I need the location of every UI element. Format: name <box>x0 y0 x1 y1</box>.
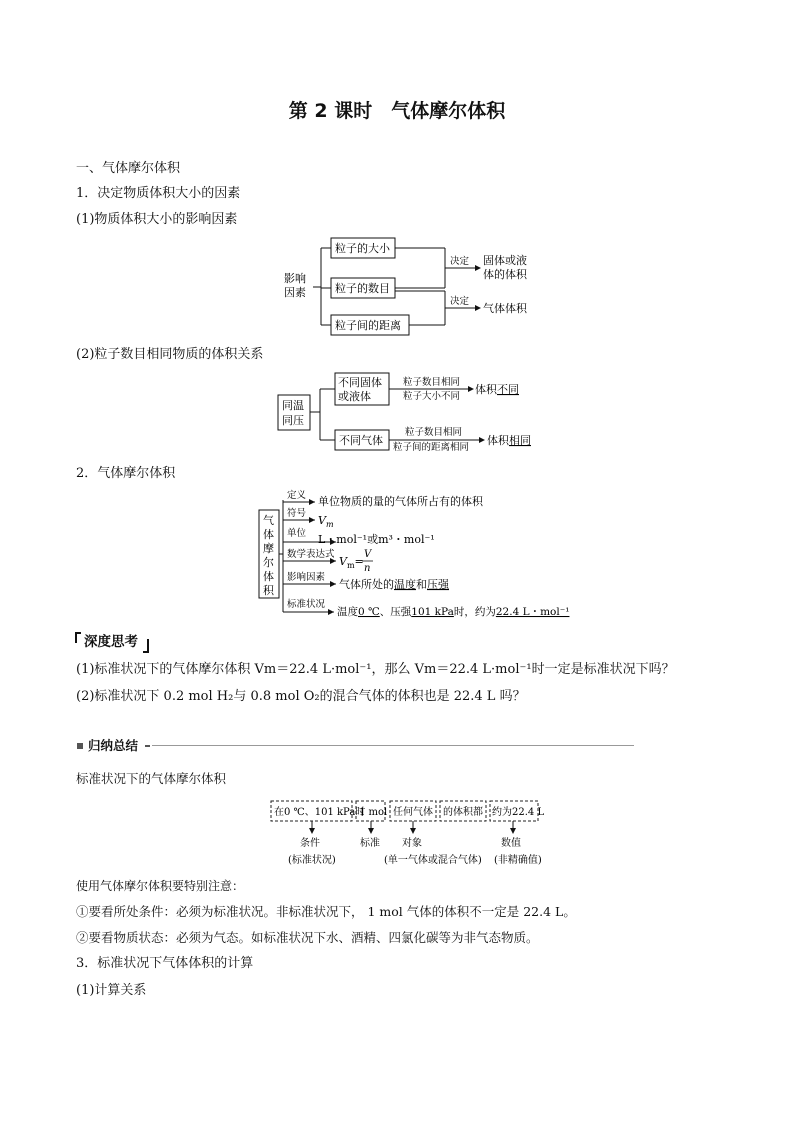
deep-thinking-title: 深度思考 <box>84 634 138 650</box>
gas-label: 不同气体 <box>339 434 383 447</box>
note-standard: (标准状况) <box>288 855 336 866</box>
factors-text: 气体所处的温度和压强 <box>339 578 449 591</box>
label-definition: 定义 <box>287 490 307 501</box>
decide-label-1: 决定 <box>450 256 470 267</box>
item-3-heading: 3．标准状况下气体体积的计算 <box>76 956 254 971</box>
definition-text: 单位物质的量的气体所占有的体积 <box>318 495 483 508</box>
note-gas: (单一气体或混合气体) <box>384 855 482 866</box>
decide-label-2: 决定 <box>450 296 470 307</box>
expression-text: $V_m=$ <box>339 555 364 570</box>
item-1-heading: 1．决定物质体积大小的因素 <box>76 186 241 201</box>
solid-liquid-2: 或液体 <box>338 390 371 403</box>
gas-bottom-condition: 粒子间的距离相同 <box>393 442 470 453</box>
vertical-char-5: 体 <box>263 570 274 583</box>
solid-bottom-condition: 粒子大小不同 <box>403 391 461 402</box>
note-approx: (非精确值) <box>494 855 542 866</box>
summary-divider <box>152 745 634 746</box>
factor-count: 粒子的数目 <box>335 282 390 295</box>
result-gas: 气体体积 <box>483 302 527 315</box>
unit-text: L・mol⁻¹或m³・mol⁻¹ <box>318 533 435 546</box>
page-title: 第 2 课时 气体摩尔体积 <box>288 100 506 122</box>
summary-subtitle: 标准状况下的气体摩尔体积 <box>76 771 227 786</box>
item-1-2-heading: (2)粒子数目相同物质的体积关系 <box>76 347 264 362</box>
same-conditions-2: 同压 <box>282 414 304 427</box>
factor-distance: 粒子间的距离 <box>335 319 401 332</box>
label-standard: 标准状况 <box>287 599 326 610</box>
item-3-1-heading: (1)计算关系 <box>76 983 147 998</box>
solid-result: 体积不同 <box>475 383 519 396</box>
label-standard-unit: 标准 <box>360 838 380 849</box>
particle-volume-diagram <box>275 368 545 458</box>
label-object: 对象 <box>402 838 422 849</box>
volume-factors-diagram <box>270 232 540 338</box>
summary-dash <box>145 745 150 747</box>
question-2: (2)标准状况下 0.2 mol H₂与 0.8 mol O₂的混合气体的体积也是 22.4 L 吗？ <box>76 689 526 704</box>
question-1: (1)标准状况下的气体摩尔体积 Vm＝22.4 L·mol⁻¹，那么 Vm＝22.4 L·mol⁻¹时一定是标准状况下吗？ <box>76 662 675 677</box>
solid-top-condition: 粒子数目相同 <box>403 377 461 388</box>
gas-result: 体积相同 <box>487 434 531 447</box>
note-2: ②要看物质状态：必须为气态。如标准状况下水、酒精、四氯化碳等为非气态物质。 <box>76 930 539 945</box>
note-1: ①要看所处条件：必须为标准状况。非标准状况下， 1 mol 气体的体积不一定是 22.4 L。 <box>76 904 576 919</box>
vertical-char-1: 气 <box>263 514 274 527</box>
same-conditions-1: 同温 <box>282 399 304 412</box>
summary-bullet-icon <box>77 743 83 749</box>
vertical-char-3: 摩 <box>263 542 274 555</box>
box-value: 约为22.4 L <box>492 807 545 818</box>
standard-molar-volume-diagram <box>268 798 548 870</box>
standard-text: 温度0 ℃、压强101 kPa时，约为22.4 L・mol⁻¹ <box>337 606 570 618</box>
gas-top-condition: 粒子数目相同 <box>405 427 463 438</box>
factor-label-1: 影响 <box>284 272 306 285</box>
box-amount: 1 mol <box>359 807 388 818</box>
symbol-text: $V_m$ <box>318 514 334 529</box>
bracket-left-icon <box>74 632 82 652</box>
note-heading: 使用气体摩尔体积要特别注意： <box>76 879 245 893</box>
item-1-1-heading: (1)物质体积大小的影响因素 <box>76 212 238 227</box>
vertical-char-6: 积 <box>263 584 274 597</box>
molar-volume-diagram <box>256 488 570 620</box>
solid-liquid-1: 不同固体 <box>338 376 382 389</box>
label-factors: 影响因素 <box>287 572 326 583</box>
vertical-char-2: 体 <box>263 528 274 541</box>
result-solid-2: 体的体积 <box>483 268 527 281</box>
label-condition: 条件 <box>300 838 320 849</box>
result-solid-1: 固体或液 <box>483 254 527 267</box>
factor-label-2: 因素 <box>284 286 306 299</box>
section-heading: 一、气体摩尔体积 <box>76 161 181 176</box>
bracket-right-icon <box>142 636 150 654</box>
box-condition: 在0 ℃、101 kPa时 <box>274 807 366 818</box>
label-value: 数值 <box>501 838 521 849</box>
box-object: 任何气体 <box>393 807 433 818</box>
factor-size: 粒子的大小 <box>335 242 390 255</box>
item-2-heading: 2．气体摩尔体积 <box>76 466 176 481</box>
box-volume: 的体积都 <box>443 807 483 818</box>
summary-title: 归纳总结 <box>88 738 139 753</box>
label-unit: 单位 <box>287 528 307 539</box>
expression-numerator: V <box>364 549 372 560</box>
label-symbol: 符号 <box>287 508 307 519</box>
expression-denominator: n <box>364 563 371 574</box>
vertical-char-4: 尔 <box>263 556 274 569</box>
label-expression: 数学表达式 <box>287 549 335 560</box>
